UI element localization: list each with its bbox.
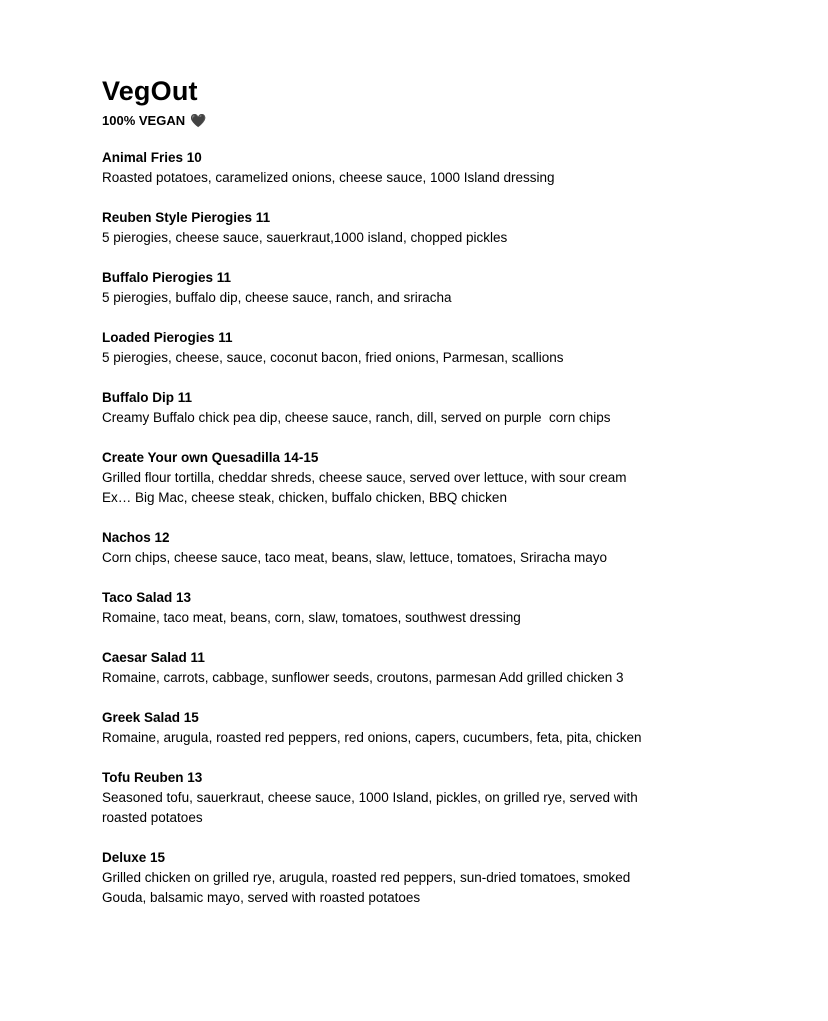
menu-item-description: Seasoned tofu, sauerkraut, cheese sauce, 1000 Island, pickles, on grilled rye, served with xyxy=(102,790,638,805)
menu-item xyxy=(102,768,722,828)
menu-item-description: Corn chips, cheese sauce, taco meat, beans, slaw, lettuce, tomatoes, Sriracha mayo xyxy=(102,550,608,565)
menu-item-description: Roasted potatoes, caramelized onions, cheese sauce, 1000 Island dressing xyxy=(102,170,555,185)
menu-item xyxy=(102,148,722,188)
menu-item-description: Grilled chicken on grilled rye, arugula, roasted red peppers, sun-dried tomatoes, smoked xyxy=(102,870,631,885)
restaurant-title: VegOut xyxy=(102,76,198,106)
menu-item-name-price: Deluxe 15 xyxy=(102,850,166,865)
black-heart-icon: 🖤 xyxy=(190,113,207,128)
menu-list xyxy=(102,148,722,908)
menu-item-description: 5 pierogies, cheese sauce, sauerkraut,1000 island, chopped pickles xyxy=(102,230,508,245)
menu-item-name-price: Taco Salad 13 xyxy=(102,590,192,605)
menu-item xyxy=(102,588,722,628)
menu-item xyxy=(102,528,722,568)
menu-item-description: Romaine, carrots, cabbage, sunflower seeds, croutons, parmesan Add grilled chicken 3 xyxy=(102,670,624,685)
menu-item xyxy=(102,848,722,908)
menu-item-name-price: Nachos 12 xyxy=(102,530,170,545)
menu-item-name-price: Caesar Salad 11 xyxy=(102,650,205,665)
menu-item-description: Gouda, balsamic mayo, served with roasted potatoes xyxy=(102,890,421,905)
menu-item-name-price: Loaded Pierogies 11 xyxy=(102,330,233,345)
menu-item-description: 5 pierogies, buffalo dip, cheese sauce, ranch, and sriracha xyxy=(102,290,452,305)
menu-item-description: Grilled flour tortilla, cheddar shreds, cheese sauce, served over lettuce, with sour cream xyxy=(102,470,627,485)
menu-item-name-price: Greek Salad 15 xyxy=(102,710,199,725)
menu-item xyxy=(102,708,722,748)
menu-item-description: Romaine, taco meat, beans, corn, slaw, tomatoes, southwest dressing xyxy=(102,610,521,625)
menu-item xyxy=(102,208,722,248)
subtitle xyxy=(102,112,722,130)
menu-item-description: roasted potatoes xyxy=(102,810,203,825)
menu-item-name-price: Tofu Reuben 13 xyxy=(102,770,203,785)
vegan-tagline: 100% VEGAN xyxy=(102,113,186,128)
menu-item xyxy=(102,648,722,688)
menu-item-name-price: Create Your own Quesadilla 14-15 xyxy=(102,450,319,465)
menu-item-name-price: Reuben Style Pierogies 11 xyxy=(102,210,271,225)
menu-item-name-price: Buffalo Dip 11 xyxy=(102,390,193,405)
menu-item xyxy=(102,268,722,308)
menu-item-name-price: Buffalo Pierogies 11 xyxy=(102,270,232,285)
menu-item xyxy=(102,448,722,508)
menu-item-description: Creamy Buffalo chick pea dip, cheese sauce, ranch, dill, served on purple corn chips xyxy=(102,410,611,425)
menu-item-name-price: Animal Fries 10 xyxy=(102,150,202,165)
menu-item-description: 5 pierogies, cheese, sauce, coconut bacon, fried onions, Parmesan, scallions xyxy=(102,350,564,365)
menu-item-description: Romaine, arugula, roasted red peppers, red onions, capers, cucumbers, feta, pita, chicken xyxy=(102,730,642,745)
menu-item-description: Ex… Big Mac, cheese steak, chicken, buffalo chicken, BBQ chicken xyxy=(102,490,507,505)
menu-item xyxy=(102,388,722,428)
menu-page xyxy=(102,74,722,928)
menu-item xyxy=(102,328,722,368)
